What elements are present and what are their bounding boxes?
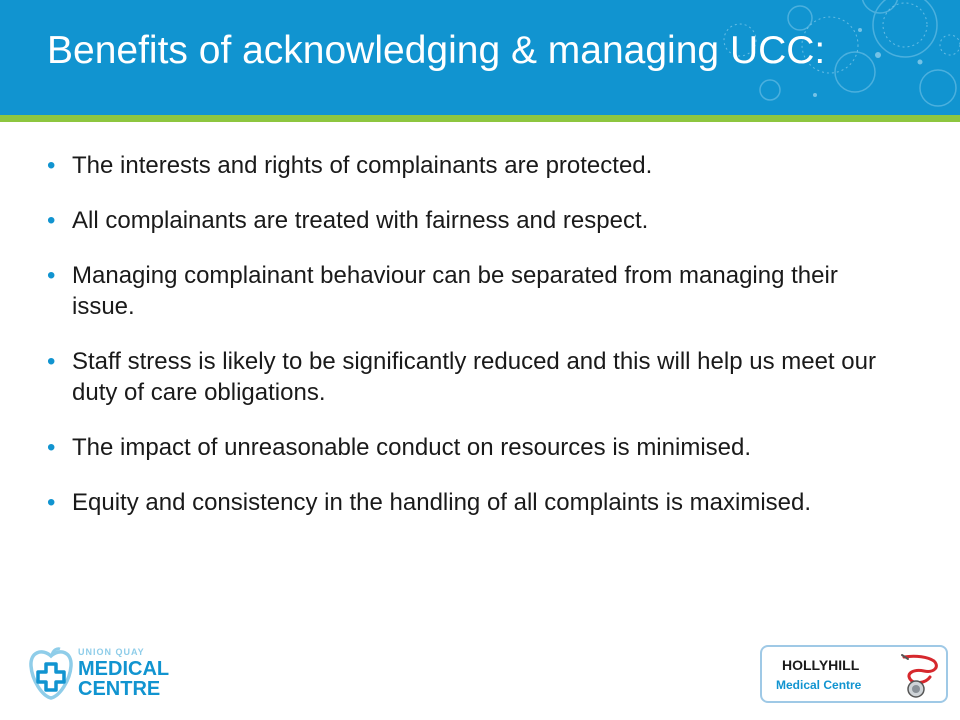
bullet-list xyxy=(47,150,907,542)
bullet-item: • Managing complainant behaviour can be separated from managing their issue. xyxy=(47,260,907,322)
bullet-item: • The interests and rights of complainants are protected. xyxy=(47,150,907,181)
hollyhill-subtitle: Medical Centre xyxy=(776,678,862,692)
logo-tagline: UNION QUAY xyxy=(78,647,145,657)
bullet-item: • Equity and consistency in the handling of all complaints is maximised. xyxy=(47,487,907,518)
bullet-item: • Staff stress is likely to be significantly reduced and this will help us meet our duty of care obligations. xyxy=(47,346,907,408)
bullet-item: • The impact of unreasonable conduct on resources is minimised. xyxy=(47,432,907,463)
accent-divider xyxy=(0,115,960,122)
medical-cross-icon xyxy=(28,646,74,702)
hollyhill-name: HOLLYHILL xyxy=(782,657,860,673)
slide-title: Benefits of acknowledging & managing UCC: xyxy=(47,29,826,72)
logo-wordmark-bottom: CENTRE xyxy=(78,678,161,700)
logo-wordmark-top: MEDICAL xyxy=(78,658,170,680)
hollyhill-logo xyxy=(760,645,948,703)
title-banner xyxy=(0,0,960,115)
bullet-item: • All complainants are treated with fairness and respect. xyxy=(47,205,907,236)
union-quay-logo xyxy=(28,646,198,702)
stethoscope-icon xyxy=(896,651,942,699)
